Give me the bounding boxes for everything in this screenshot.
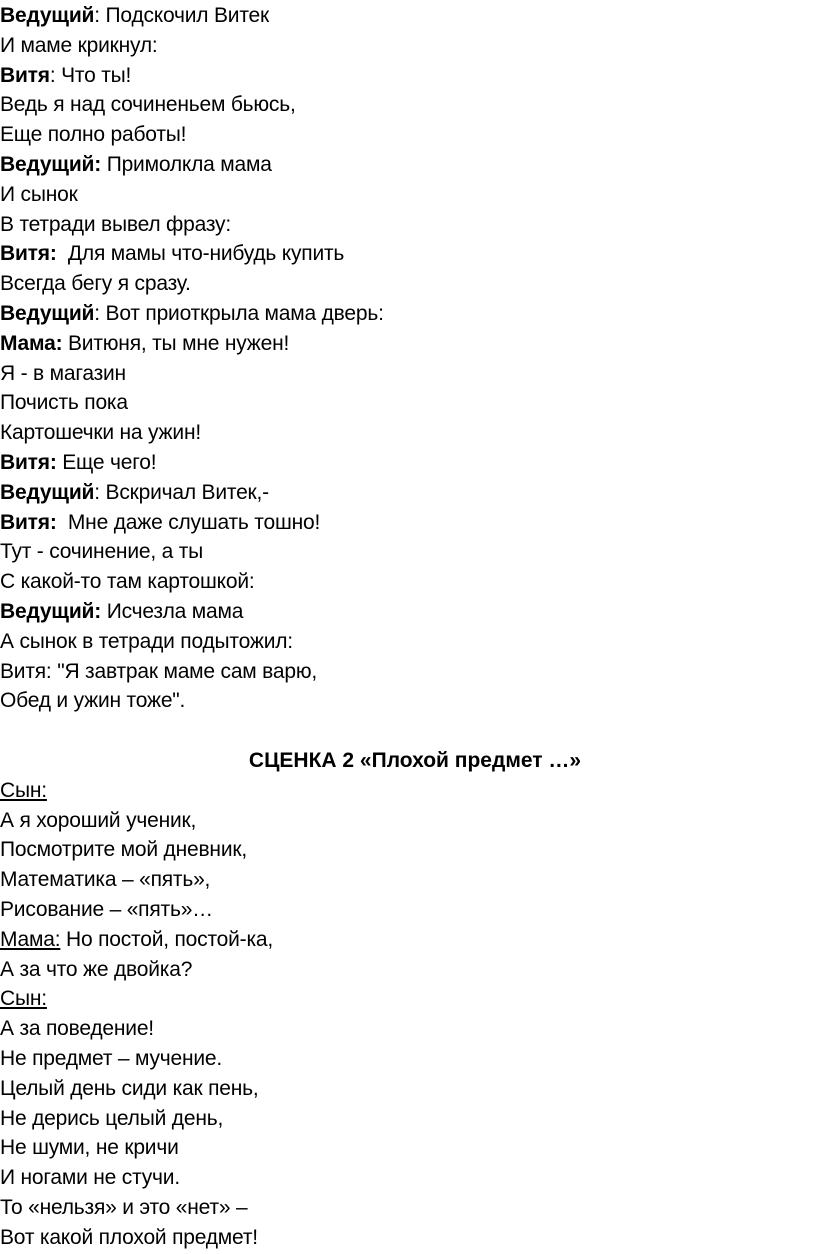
dialogue-line: [0, 895, 213, 925]
dialogue-line: [0, 329, 289, 359]
dialogue-line: [0, 1104, 223, 1134]
line-text: Витюня, ты мне нужен!: [68, 331, 290, 355]
dialogue-line: [0, 925, 273, 955]
speaker-name: Ведущий: [0, 302, 95, 325]
dialogue-line: [0, 508, 320, 538]
line-text: С какой-то там картошкой:: [0, 570, 255, 594]
speaker-name: Сын:: [0, 778, 47, 802]
dialogue-line: [0, 418, 201, 448]
line-text: Исчезла мама: [106, 600, 244, 623]
line-text: И маме крикнул:: [0, 33, 158, 57]
line-text: Мне даже слушать тошно!: [67, 510, 321, 534]
line-text: Вот приоткрыла мама дверь:: [105, 302, 384, 325]
dialogue-line: [0, 537, 203, 567]
speaker-name: Ведущий:: [0, 153, 102, 176]
line-text: И ногами не стучи.: [0, 1166, 180, 1190]
line-text: Рисование – «пять»…: [0, 898, 213, 921]
line-text: Вот какой плохой предмет!: [0, 1225, 258, 1249]
line-text: Не предмет – мучение.: [0, 1047, 223, 1070]
line-text: Обед и ужин тоже".: [0, 689, 186, 713]
line-text: То «нельзя» и это «нет» –: [0, 1196, 248, 1219]
dialogue-line: [0, 478, 269, 508]
line-text: Но постой, постой-ка,: [66, 927, 274, 951]
dialogue-line: [0, 150, 272, 180]
speaker-name: Ведущий: [0, 480, 95, 504]
dialogue-line: [0, 210, 231, 240]
speaker-separator: :: [94, 302, 106, 325]
line-text: Ведь я над сочиненьем бьюсь,: [0, 93, 296, 117]
line-text: Вскричал Витек,-: [105, 480, 269, 504]
dialogue-line: [0, 1, 269, 31]
dialogue-line: [0, 657, 317, 687]
speaker-name: Ведущий: [0, 4, 95, 27]
dialogue-line: [0, 865, 210, 895]
dialogue-line: [0, 1163, 180, 1193]
dialogue-line: [0, 61, 131, 91]
speaker-name: Ведущий:: [0, 600, 102, 623]
dialogue-line: [0, 269, 191, 299]
speaker-name: Витя: [0, 63, 50, 87]
dialogue-line: [0, 388, 128, 418]
line-text: Математика – «пять»,: [0, 868, 211, 892]
line-text: А сынок в тетради подытожил:: [0, 629, 293, 653]
dialogue-line: [0, 1044, 222, 1074]
line-text: Не шуми, не кричи: [0, 1136, 179, 1160]
line-text: Еще полно работы!: [0, 123, 187, 147]
dialogue-line: [0, 1223, 258, 1253]
line-text: Примолкла мама: [106, 153, 272, 176]
line-text: Что ты!: [61, 63, 132, 87]
speaker-name: Мама:: [0, 927, 61, 951]
dialogue-line: [0, 180, 78, 210]
dialogue-line: [0, 1193, 247, 1223]
line-text: Я - в магазин: [0, 361, 126, 385]
dialogue-line: [0, 1014, 154, 1044]
dialogue-line: [0, 567, 255, 597]
line-text: Почисть пока: [0, 391, 128, 415]
line-text: Подскочил Витек: [105, 4, 269, 27]
speaker-name: Мама:: [0, 331, 63, 355]
line-text: А за поведение!: [0, 1017, 154, 1041]
dialogue-line: [0, 1133, 179, 1163]
line-text: В тетради вывел фразу:: [0, 212, 231, 236]
dialogue-line: [0, 806, 196, 836]
dialogue-line: [0, 299, 384, 329]
speaker-separator: :: [94, 480, 106, 504]
dialogue-line: [0, 776, 47, 806]
speaker-name: Витя:: [0, 242, 57, 266]
dialogue-line: [0, 359, 126, 389]
dialogue-line: [0, 239, 344, 269]
dialogue-line: [0, 984, 47, 1014]
line-text: Для мамы что-нибудь купить: [67, 242, 345, 266]
line-text: И сынок: [0, 182, 78, 206]
dialogue-line: [0, 120, 186, 150]
dialogue-line: [0, 686, 185, 716]
speaker-separator: [57, 242, 68, 265]
dialogue-line: [0, 31, 158, 61]
line-text: Целый день сиди как пень,: [0, 1076, 259, 1100]
line-text: Картошечки на ужин!: [0, 421, 201, 445]
line-text: Тут - сочинение, а ты: [0, 540, 204, 564]
speaker-separator: [57, 511, 68, 534]
speaker-separator: :: [94, 4, 106, 27]
speaker-separator: :: [49, 63, 62, 87]
dialogue-line: [0, 597, 243, 627]
line-text: А я хороший ученик,: [0, 808, 197, 832]
speaker-name: Сын:: [0, 987, 47, 1011]
line-text: Всегда бегу я сразу.: [0, 272, 191, 296]
line-text: А за что же двойка?: [0, 957, 193, 981]
dialogue-line: [0, 1074, 259, 1104]
line-text: Витя: "Я завтрак маме сам варю,: [0, 659, 318, 683]
dialogue-line: [0, 90, 296, 120]
speaker-name: Витя:: [0, 510, 57, 534]
line-text: Посмотрите мой дневник,: [0, 838, 247, 862]
dialogue-line: [0, 627, 293, 657]
line-text: Не дерись целый день,: [0, 1106, 224, 1130]
scene-2-heading: СЦЕНКА 2 «Плохой предмет …»: [248, 749, 582, 772]
speaker-name: Витя:: [0, 451, 57, 474]
dialogue-line: [0, 955, 192, 985]
dialogue-line: [0, 835, 247, 865]
dialogue-line: [0, 448, 156, 478]
line-text: Еще чего!: [62, 451, 157, 474]
